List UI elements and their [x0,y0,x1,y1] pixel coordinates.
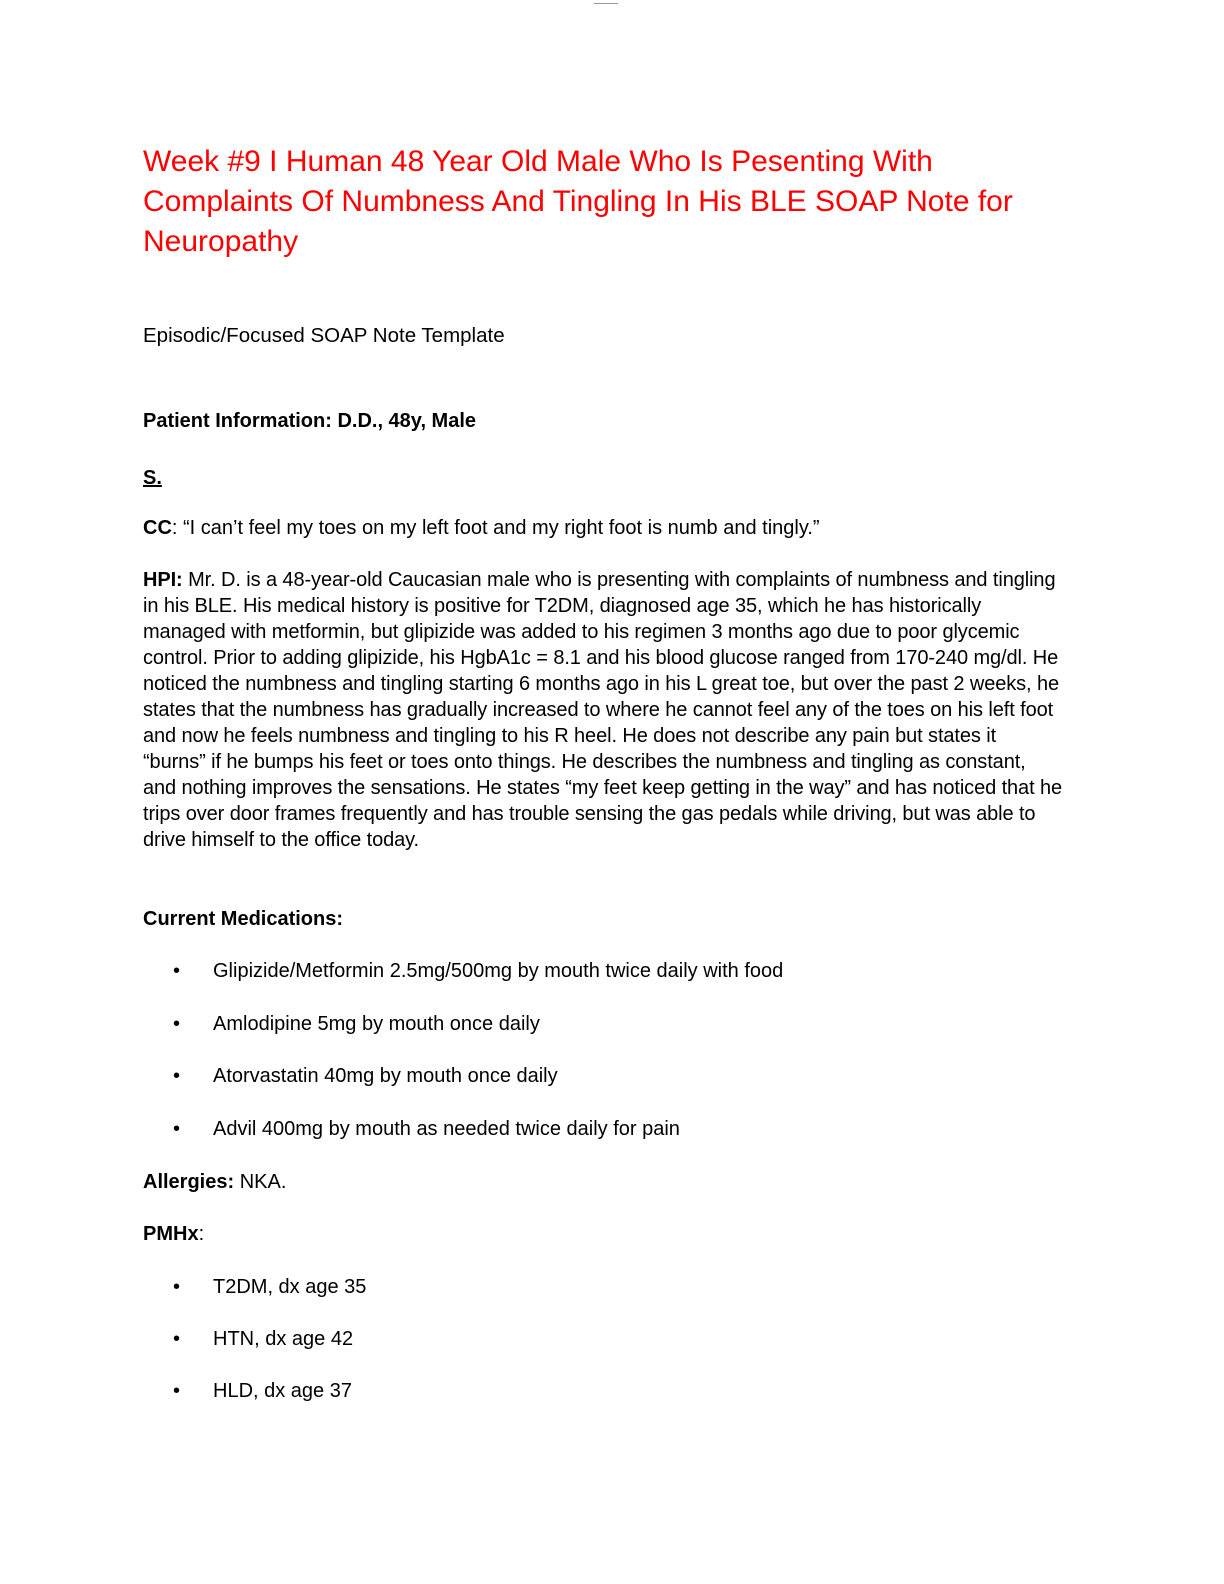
page-top-mark [594,0,618,4]
pmhx-item: HTN, dx age 42 [213,1328,354,1350]
list-item [173,1378,1053,1404]
medication-item: Glipizide/Metformin 2.5mg/500mg by mouth twice daily with food [213,960,784,982]
allergies [143,1169,1063,1195]
medication-item: Atorvastatin 40mg by mouth once daily [213,1065,558,1087]
list-item [173,1326,1053,1352]
allergies-label: Allergies: [143,1171,235,1193]
hpi-paragraph [143,567,1063,853]
section-s-heading: S. [143,467,162,489]
cc-label: CC [143,517,172,539]
bullet-icon: • [173,960,181,982]
document-subtitle: Episodic/Focused SOAP Note Template [143,324,505,347]
pmhx-colon: : [198,1223,205,1245]
medication-item: Amlodipine 5mg by mouth once daily [213,1013,540,1035]
bullet-icon: • [173,1276,181,1298]
medication-item: Advil 400mg by mouth as needed twice daily for pain [213,1118,680,1140]
hpi-text: Mr. D. is a 48-year-old Caucasian male who is presenting with complaints of numbness and tingling in his BLE. His medical history is positive for T2DM, diagnosed age 35, which he has historically managed with metformin, but glipizide was added to his regimen 3 months ago due to poor glycemic control. Prior to adding glipizide, his HgbA1c = 8.1 and his blood glucose ranged from 170-240 mg/dl. He noticed the numbness and tingling starting 6 months ago in his L great toe, but over the past 2 weeks, he states that the numbness has gradually increased to where he cannot feel any of the toes on his left foot and now he feels numbness and tingling to his R heel. He does not describe any pain but states it “burns” if he bumps his feet or toes onto things. He describes the numbness and tingling as constant, and nothing improves the sensations. He states “my feet keep getting in the way” and has noticed that he trips over door frames frequently and has trouble sensing the gas pedals while driving, but was able to drive himself to the office today. [143,569,1063,851]
bullet-icon: • [173,1013,181,1035]
document-title: Week #9 I Human 48 Year Old Male Who Is Pesenting With Complaints Of Numbness And Tingling In His BLE SOAP Note for Neuropathy [143,145,1013,258]
cc-text: : “I can’t feel my toes on my left foot and my right foot is numb and tingly.” [171,517,820,539]
list-item [173,1011,1053,1037]
chief-complaint [143,515,1063,541]
pmhx-heading [143,1221,1063,1247]
pmhx-item: T2DM, dx age 35 [213,1276,367,1298]
pmhx-item: HLD, dx age 37 [213,1380,352,1402]
pmhx-label: PMHx [143,1223,199,1245]
bullet-icon: • [173,1118,181,1140]
bullet-icon: • [173,1380,181,1402]
list-item [173,1116,1053,1142]
medications-heading: Current Medications: [143,908,344,930]
hpi-label: HPI: [143,569,183,591]
bullet-icon: • [173,1065,181,1087]
allergies-text: NKA. [234,1171,287,1193]
list-item [173,1063,1053,1089]
bullet-icon: • [173,1328,181,1350]
list-item [173,958,1053,984]
list-item [173,1274,1053,1300]
patient-information: Patient Information: D.D., 48y, Male [143,410,477,432]
